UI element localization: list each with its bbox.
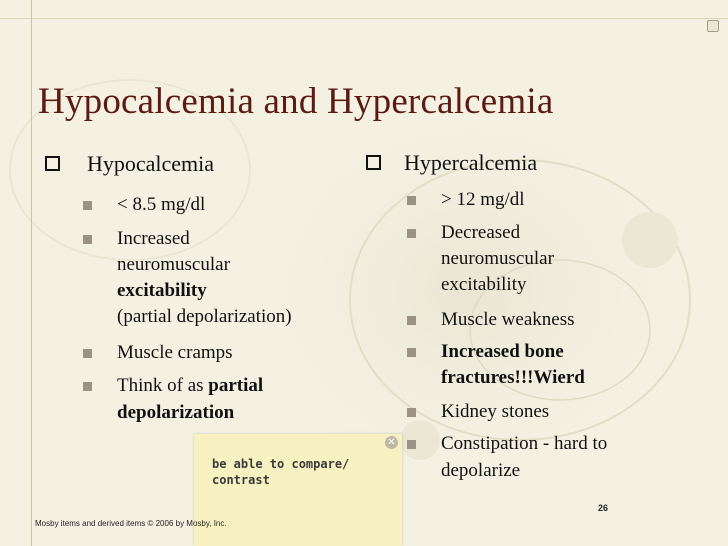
- item-text: < 8.5 mg/dl: [117, 194, 206, 215]
- item-text: Muscle weakness: [441, 309, 575, 330]
- sticky-note-text: be able to compare/ contrast: [212, 457, 350, 487]
- close-icon[interactable]: ✕: [385, 436, 398, 449]
- item-text: Decreased: [441, 222, 521, 243]
- item-text: [117, 373, 263, 398]
- square-bullet-icon: [83, 201, 92, 210]
- heading-hypercalcemia: Hypercalcemia: [404, 150, 538, 175]
- left-rule: [31, 0, 32, 546]
- square-bullet-icon: [83, 235, 92, 244]
- item-text-prefix: Think of as: [117, 375, 209, 396]
- item-text: Muscle cramps: [117, 342, 233, 363]
- square-bullet-icon: [83, 382, 92, 391]
- slide-title: Hypocalcemia and Hypercalcemia: [38, 81, 554, 122]
- item-text: Kidney stones: [441, 401, 550, 422]
- item-text: (partial depolarization): [117, 306, 292, 327]
- item-text: neuromuscular: [441, 248, 554, 269]
- square-bullet-icon: [407, 196, 416, 205]
- sticky-note[interactable]: [194, 434, 402, 546]
- footer-copyright: Mosby items and derived items © 2006 by Mosby, Inc.: [35, 519, 227, 528]
- item-text: depolarize: [441, 460, 521, 481]
- page-number: 26: [598, 503, 609, 513]
- item-text: excitability: [441, 274, 527, 295]
- item-text-bold: fractures!!!Wierd: [441, 367, 585, 388]
- square-bullet-icon: [407, 408, 416, 417]
- hollow-square-bullet-icon: [45, 156, 60, 171]
- item-text-bold: depolarization: [117, 402, 235, 423]
- item-text-bold: Increased bone: [441, 341, 564, 362]
- item-text: neuromuscular: [117, 254, 230, 275]
- square-bullet-icon: [83, 349, 92, 358]
- square-bullet-icon: [407, 229, 416, 238]
- square-bullet-icon: [407, 316, 416, 325]
- item-text: > 12 mg/dl: [441, 189, 525, 210]
- item-text: Increased: [117, 228, 190, 249]
- item-text-bold: excitability: [117, 280, 207, 301]
- hollow-square-bullet-icon: [366, 155, 381, 170]
- square-bullet-icon: [407, 348, 416, 357]
- item-text-bold: partial: [208, 375, 264, 396]
- corner-control-icon[interactable]: [707, 20, 719, 32]
- top-rule: [0, 18, 728, 19]
- item-text: Constipation - hard to: [441, 433, 608, 454]
- heading-hypocalcemia: Hypocalcemia: [87, 151, 215, 176]
- square-bullet-icon: [407, 440, 416, 449]
